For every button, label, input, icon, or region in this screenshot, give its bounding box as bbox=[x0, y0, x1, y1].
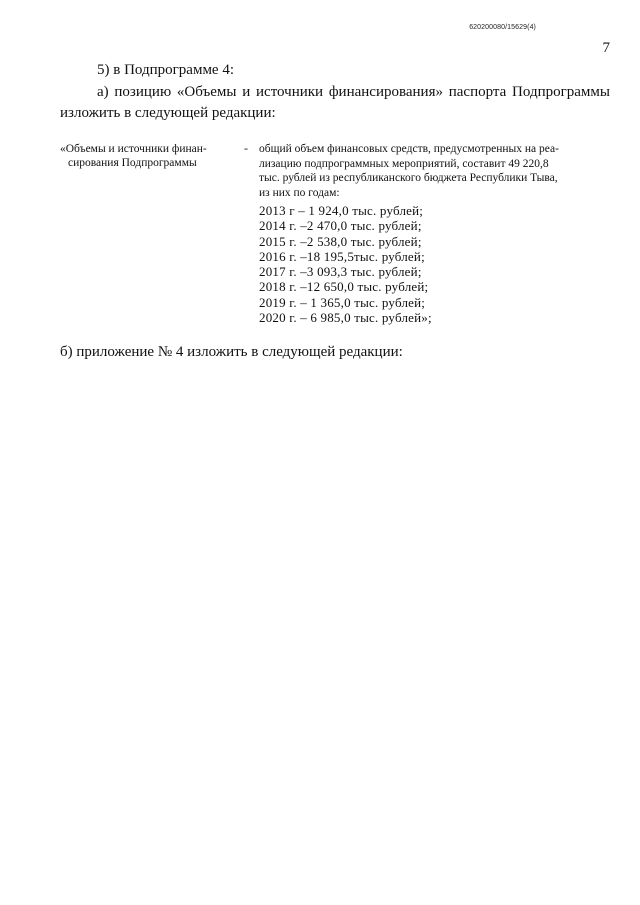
item-b-paragraph: б) приложение № 4 изложить в следующей редакции: bbox=[60, 344, 403, 360]
passport-position-label bbox=[60, 142, 240, 170]
page-number: 7 bbox=[602, 40, 610, 56]
passport-label-line: сирования Подпрограммы bbox=[68, 157, 197, 169]
year-funding-line: 2013 г – 1 924,0 тыс. рублей; bbox=[259, 203, 424, 218]
item-a-paragraph: а) позицию «Объемы и источники финансирования» паспорта Подпрограммы изложить в следующей редакции: bbox=[60, 84, 610, 121]
year-funding-line: 2020 г. – 6 985,0 тыс. рублей»; bbox=[259, 310, 432, 326]
year-funding-line: 2018 г. –12 650,0 тыс. рублей; bbox=[259, 279, 429, 295]
year-funding-line: 2014 г. –2 470,0 тыс. рублей; bbox=[259, 218, 422, 234]
year-funding-line: 2016 г. –18 195,5тыс. рублей; bbox=[259, 248, 425, 264]
funding-by-year-list bbox=[259, 203, 432, 325]
year-funding-line: 2015 г. –2 538,0 тыс. рублей; bbox=[259, 233, 422, 249]
description-line: лизацию подпрограммных мероприятий, составит 49 220,8 bbox=[259, 157, 549, 170]
description-line: тыс. рублей из республиканского бюджета Республики Тыва, bbox=[259, 172, 558, 184]
passport-description bbox=[259, 142, 604, 200]
description-line: общий объем финансовых средств, предусмотренных на реа- bbox=[259, 143, 559, 155]
passport-label-line: «Объемы и источники финан- bbox=[60, 143, 207, 155]
item-5-heading: 5) в Подпрограмме 4: bbox=[97, 62, 235, 78]
year-funding-line: 2017 г. –3 093,3 тыс. рублей; bbox=[259, 264, 422, 280]
description-line: из них по годам: bbox=[259, 186, 340, 199]
document-code: 620200080/15629(4) bbox=[469, 24, 536, 31]
passport-dash: - bbox=[244, 141, 248, 155]
year-funding-line: 2019 г. – 1 365,0 тыс. рублей; bbox=[259, 294, 426, 310]
